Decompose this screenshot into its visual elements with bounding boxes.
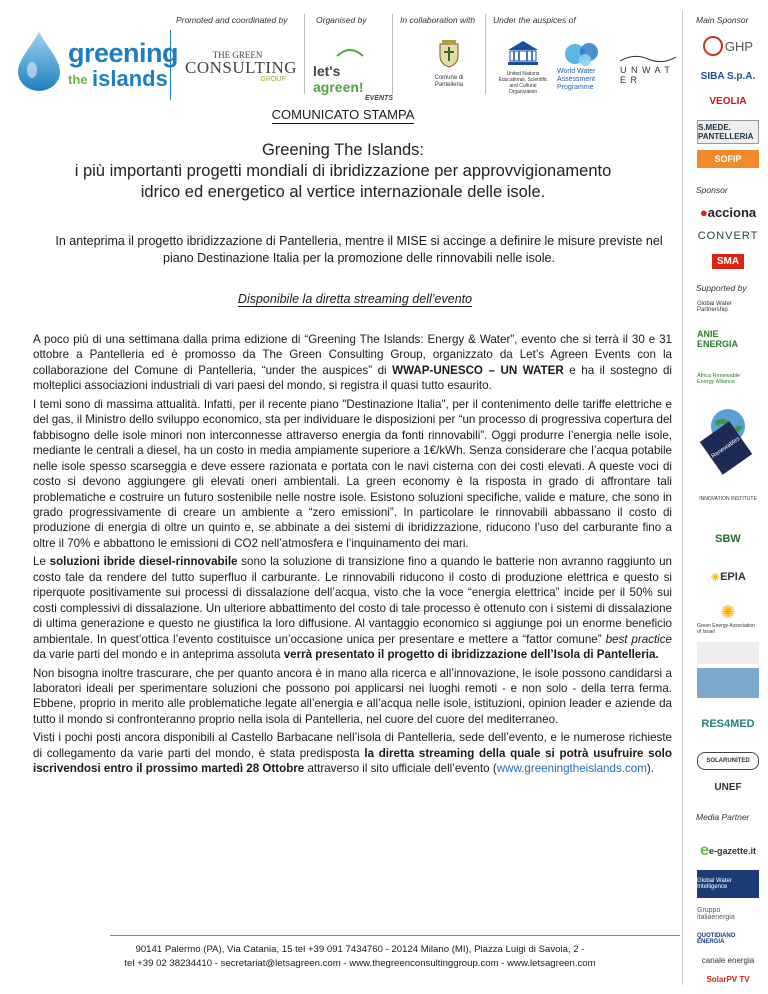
ghp-globe-icon (703, 36, 723, 56)
water-drop-icon (12, 30, 66, 92)
e-icon: e (700, 842, 709, 859)
footer (40, 943, 680, 971)
media-gwi: Global Water Intelligence (697, 870, 759, 898)
gti-word-islands: islands (92, 66, 168, 91)
gti-word-greening: greening (68, 38, 179, 68)
supporter-solar-image (697, 668, 759, 698)
star-icon: ✺ (720, 601, 736, 622)
footer-line-2: tel +39 02 38234410 - secretariat@letsagreen.com - www.thegreenconsultinggroup.com - www.letsagreen.com (124, 958, 596, 969)
paragraph-3: Le soluzioni ibride diesel-rinnovabile sono la soluzione di transizione fino a quando le batterie non avranno raggiunto un costo tale da rendere del tutto superfluo il carburante. Le rinnovabili riducono il costo di produzione elettrica e questo si riperquote positivamente sui processi di dissalazione dell’acqua, visto che la voce “energia elettrica” incide per il 50% sui costi complessivi di dissalazione. Un ulteriore abbattimento del costo di tale processo è ottenuto con i sistemi di dissalazione di ultima generazione e questo ne giustifica la loro diffusione. Al vantaggio economico si aggiunge poi un enorme beneficio ambientale. In quest’ottica l’evento costituisce un’occasione unica per presentare e mettere a “fattor comune” best practice da varie parti del mondo e in anteprima assoluta verrà presentato il progetto di ibridizzazione dell’Isola di Pantelleria. (33, 555, 673, 662)
paragraph-4: Non bisogna inoltre trascurare, che per quanto ancora è in mano alla ricerca e all’innovazione, le isole possono candidarsi a laboratori ideali per sperimentare soluzioni che possono poi applicarsi nei luoghi remoti - e non solo - della terra ferma. Ebbene, proprio in merito alle problematiche legate all’energia e all’acqua nelle isole, istituzioni, opinion leader e aziende da tutto il mondo si confronteranno proprio nella isola di Pantelleria, nel cuore del cuore del mediterraneo. (33, 666, 672, 726)
media-italiaenergia: Gruppo italiaenergia (697, 907, 735, 921)
media-quotidiano: QUOTIDIANO ENERGIA (697, 933, 736, 945)
organised-label: Organised by (316, 15, 367, 25)
coat-of-arms-icon (438, 40, 460, 68)
header-divider (485, 14, 486, 94)
supporter-epia: ☀ EPIA (710, 571, 746, 584)
press-release-label: COMUNICATO STAMPA (271, 107, 415, 122)
wwap-text: World Water Assessment Programme (557, 68, 596, 91)
lae-lets: let's (313, 63, 341, 79)
un-water-wave-icon (620, 55, 676, 63)
un-water-logo (620, 55, 680, 85)
event-website-link[interactable]: www.greeningtheislands.com (496, 762, 647, 776)
streaming-heading: Disponibile la diretta streaming dell’evento (237, 292, 473, 306)
sponsor-convert: CONVERT (697, 230, 759, 242)
unesco-logo (497, 40, 549, 95)
promoted-label: Promoted and coordinated by (176, 15, 288, 25)
supporter-anie: ANIE ENERGIA (697, 329, 739, 349)
swirl-icon (335, 48, 365, 58)
sponsor-siba: SIBA S.p.A. (700, 70, 756, 82)
sidebar-divider (682, 10, 683, 985)
wwap-circles-icon (563, 40, 603, 68)
header-divider (304, 14, 305, 94)
acciona-mark-icon: ● (699, 204, 708, 220)
media-egazette: e e-gazette.it (700, 842, 756, 859)
sponsor-acciona: ● acciona (699, 204, 757, 220)
lae-events: EVENTS (364, 95, 393, 102)
unesco-text: United Nations Educational, Scientific and Cultural Organization (498, 71, 548, 95)
sponsor-ghp (697, 30, 759, 62)
supporter-chamber (697, 642, 759, 664)
sponsor-smede: S.MEDE. PANTELLERIA (697, 120, 759, 144)
footer-line-1: 90141 Palermo (PA), Via Catania, 15 tel +39 091 7434760 - 20124 Milano (MI), Piazza Luigi di Savoia, 2 - (135, 944, 585, 955)
supported-label: Supported by (696, 283, 747, 293)
footer-divider (110, 935, 680, 936)
sponsor-sofip: SOFIP (697, 150, 759, 168)
supporter-sbw: SBW (715, 533, 741, 545)
sponsor-veolia: VEOLIA (709, 95, 747, 107)
un-water-text: U N W A T E R (620, 65, 671, 85)
comune-text: Comune di Pantelleria (434, 75, 464, 88)
comune-logo (425, 40, 473, 92)
collab-label: In collaboration with (400, 15, 476, 25)
wwap-logo (555, 40, 615, 90)
supporter-innovation: INNOVATION INSTITUTE (699, 496, 757, 502)
page-title: Greening The Islands: i più importanti progetti mondiali di ibridizzazione per approvvigionamento idrico ed energetico al vertice internazionale delle isole. (74, 141, 612, 201)
tgc-the: THE GREEN (212, 50, 263, 60)
article-body (33, 332, 672, 780)
paragraph-2: I temi sono di massima attualità. Infatti, per il recente piano "Destinazione Italia", per il contenimento delle tariffe elettriche e del gas, il Ministro dello sviluppo economico, sta per individuare le disposizioni per “un processo di progressiva copertura del fabbisogno delle isole minori non interconnesse attraverso energia da fonti rinnovabili”. Oggi produrre l’energia nelle isole, mediante le centrali a diesel, ha un costo in media ampiamente superiore a 1€/kWh. Senza considerare che l’acqua potabile nelle isole spesso scarseggia e deve essere razionata e portata con le navi cisterna con dei costi elevati. A queste voci di costo si devono aggiungere gli elevati oneri ambientali. La green economy è la risposta in grado di affrontare tali problematiche e costruire un futuro sostenibile nelle nostre isole. Esistono soluzioni specifiche, valide e mature, che sono in grado progressivamente di creare un ambiente a “zero emissioni”. In particolare le rinnovabili abbassano il costo di produzione di energia di oltre un quinto e, se abbinate a dei sistemi di ibridizzazione, riducono l’uso del carburante fino a oltre il 70% e abbattono le emissioni di CO2 nell’atmosfera e l’inquinamento dei mari. (33, 397, 672, 550)
tgc-group: GROUP (260, 76, 286, 83)
supporter-area: Africa Renewable Energy Alliance (697, 373, 741, 385)
auspices-label: Under the auspices of (493, 15, 576, 25)
media-partner-label: Media Partner (696, 812, 750, 822)
gti-word-the: the (68, 72, 88, 87)
greening-the-islands-logo (12, 30, 179, 92)
ghp-text: GHP (724, 38, 754, 54)
supporter-gwp: Global Water Partnership (697, 301, 732, 313)
supporter-res4med: RES4MED (701, 718, 755, 730)
green-consulting-logo (185, 50, 298, 85)
lets-agreen-logo (313, 45, 393, 102)
sponsor-label: Sponsor (696, 185, 728, 195)
paragraph-5: Visti i pochi posti ancora disponibili al Castello Barbacane nell’isola di Pantelleria, sede dell’evento, e le numerose richieste di collegamento da varie parti del mondo, è stata predisposta la diretta streaming della quale si potrà usufruire solo iscrivendosi entro il prossimo martedì 28 Ottobre attraverso il sito ufficiale dell’evento (www.greeningtheislands.com). (33, 731, 672, 776)
lae-agreen: agreen! (313, 79, 364, 95)
sun-icon: ☀ (710, 571, 721, 584)
tgc-main: CONSULTING (185, 58, 298, 77)
paragraph-1: A poco più di una settimana dalla prima edizione di “Greening The Islands: Energy & Water”, evento che si terrà il 30 e 31 ottobre a Pantelleria ed è promosso da The Green Consulting Group, organizzato da Let’s Agreen Events con la collaborazione del Comune di Pantelleria, “under the auspices” di WWAP-UNESCO – UN WATER e ha il sostegno di molteplici associazioni industriali di vari paesi del mondo, si registra il quasi tutto esaurito. (33, 333, 672, 393)
main-sponsor-label: Main Sponsor (696, 15, 749, 25)
subtitle: In anteprima il progetto ibridizzazione di Pantelleria, mentre il MISE si accinge a definire le misure previste nel piano Destinazione Italia per la promozione delle rinnovabili nelle isole. (55, 234, 663, 265)
supporter-unef: UNEF (714, 781, 742, 793)
supporter-renewables: Renewables (700, 421, 752, 474)
supporter-geai: ✺ Green Energy Association of Israel (697, 601, 755, 635)
media-solarpv: SolarPV TV (706, 974, 750, 984)
header-labels (0, 15, 680, 29)
sponsor-sma: SMA (697, 250, 759, 272)
media-canale-energia: canale energia (701, 955, 755, 965)
unesco-temple-icon (506, 40, 540, 66)
supporter-solarunited: SOLARUNITED (697, 752, 759, 770)
